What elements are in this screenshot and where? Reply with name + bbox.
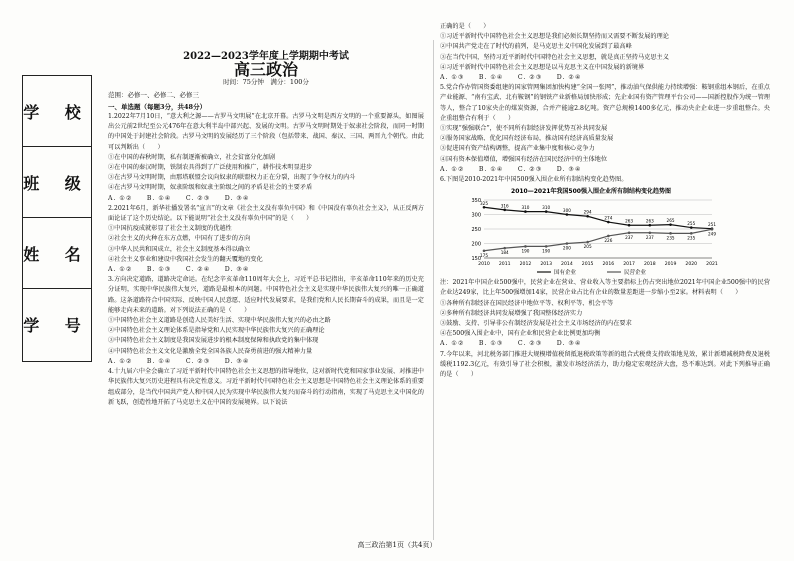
data-label: 263 (625, 218, 634, 224)
x-tick-label: 2016 (602, 262, 615, 268)
q5-answers: A. ①② B. ①④ C. ②③ D. ③④ (440, 165, 582, 173)
data-point (545, 211, 548, 214)
q4-answers: A. ①③ B. ①④ C. ②③ D. ②④ (440, 74, 582, 82)
q4-option: ③在当代中国，坚持习近平新时代中国特色社会主义思想，就是真正坚持马克思主义 (440, 53, 669, 61)
data-label: 300 (562, 208, 571, 214)
data-point (607, 235, 610, 238)
data-point (483, 250, 486, 253)
data-point (586, 215, 589, 218)
data-point (545, 245, 548, 248)
class-label: 班 级 (23, 147, 91, 218)
data-label: 310 (521, 205, 530, 211)
q5-option: ②服务国家战略、优化国有经济布局，推动国有经济高质量发展 (440, 135, 614, 143)
q3-option: ③中国特色社会主义制度是我国发展进步的根本制度保障和执政党的集中体现 (108, 337, 319, 345)
chart-title: 2010—2021年我国500强入围企业所有制结构变化趋势图 (511, 188, 671, 196)
data-label: 274 (604, 215, 613, 221)
x-tick-label: 2020 (685, 262, 698, 268)
x-tick-label: 2013 (540, 262, 553, 268)
y-tick-label: 200 (471, 241, 481, 248)
data-label: 200 (562, 245, 571, 251)
q1-option: ①在中国的春秋时期，私有制逐渐被确立，社会贫富分化加剧 (108, 153, 276, 161)
data-label: 265 (666, 218, 675, 224)
data-point (607, 221, 610, 224)
q2-option: ①中国抗疫成就彰显了社会主义制度的优越性 (108, 225, 232, 233)
q2-answers: A. ①② B. ①③ C. ②④ D. ③④ (108, 266, 250, 274)
data-point (586, 241, 589, 244)
data-label: 237 (645, 235, 654, 241)
question-5: 5.党合作办管国资委组建的国家管网集团加快构建“全国一张网”，推动油气保供能力持续增强：鞍钢重组本钢后，在重点产业能源、“南有宝武、北有鞍钢”的钢铁产业新格局加快形成；先企业国有资产管理平台公司——国新控股作为统一管理等人，整合了10家央企的煤炭资源，合并产能逾2.8亿吨。资产总规模1400多亿元，推动央企企业进一步重组整合。央企重组整合有利于（ ） (440, 84, 770, 122)
data-label: 251 (708, 222, 716, 228)
question-1: 1.2022年7月10日，“意大利之源——古罗马文明展”在北京开幕。古罗马文明是西方文明的一个重要源头，如图展出公元前2世纪至公元476年在意大利半岛中部兴起、发展的文明。古罗马文明时期处于奴隶社会阶段，而同一时期的中国处于封建社会阶段。古罗马文明的发展经历了三个阶段（包括带来、战国、秦汉、三国、两晋九个朝代。由此可以判断出（ ） (108, 113, 424, 151)
data-label: 184 (500, 250, 509, 256)
data-label: 190 (542, 248, 551, 254)
q4-option: ①习近平新时代中国特色社会主义思想是我们必须长期坚持而又需要不断发展的理论 (440, 33, 669, 41)
q4-option: ②中国共产党走在了时代的前列，是马克思主义中国化发展到了最高峰 (440, 43, 632, 51)
q6-option: ②多种所有制经济共同发展增强了我国整体经济实力 (440, 309, 583, 317)
data-label: 263 (645, 218, 654, 224)
q2-option: ②社会主义的火种在东方点燃，中国有了进步的方向 (108, 235, 251, 243)
q4-option: ④习近平新时代中国特色社会主义思想是以马克思主义在中国发展的新境界 (440, 63, 645, 71)
q3-option: ②中国特色社会主义理论体系是指导党和人民实现中华民族伟大复兴的正确理论 (108, 327, 325, 335)
page-footer: 高三政治第1页（共4页） (357, 541, 437, 549)
q5-option: ④国有资本保值增值，增强国有经济在国民经济中的主体地位 (440, 155, 608, 163)
column-divider (433, 40, 434, 540)
q2-option: ③中华人民共和国成立，社会主义制度基本得以确立 (108, 245, 251, 253)
q1-option: ③在古罗马文明时期，由那塔联盟会议向奴隶的联盟权力正在分裂，出现了争夺权力的内斗 (108, 174, 356, 182)
data-point (483, 206, 486, 209)
q1-option: ②在中国的秦汉时期，铁制农具得到了广泛使用和推广，耕作技术明显进步 (108, 164, 313, 172)
data-label: 237 (625, 235, 634, 241)
q6-option: ③鼓励、支持、引导非公有制经济发展是社会主义市场经济的内在要求 (440, 320, 632, 328)
q6-answers: A. ①② B. ①③ C. ②③ D. ③④ (440, 340, 582, 348)
exam-title: 2022—2023学年度上学期期中考试 (183, 51, 349, 62)
question-7: 7.今年以来，河北税务部门推进大规模增值税留抵退税政策等新的组合式税费支持政策地见效，累计新增减税降费及退税缓税1192.3亿元，有效引导了社会积极，激发市场经济活力，助力稳定宏观经济大盘，恐不难达到。对此下列推导正确的是（ ） (440, 350, 770, 379)
y-tick-label: 250 (471, 227, 481, 234)
data-label: 249 (708, 231, 716, 237)
data-point (669, 224, 672, 227)
question-3: 3.方向决定道路，道路决定命运。在纪念辛亥革命110周年大会上，习近平总书记指出，辛亥革命110年来的历史充分证明，实现中华民族伟大复兴，道路是最根本的问题。中国特色社会主义是实现中华民族伟大复兴的唯一正确道路。这条道路符合中国实际、反映中国人民意愿、适应时代发展要求，是我们党和人民长期奋斗的成果，而且是一定能够走向未来的道路。对下列说法正确的是（ ） (108, 276, 424, 314)
student-id-label: 学 号 (23, 316, 91, 335)
data-point (649, 224, 652, 227)
x-tick-label: 2012 (519, 262, 532, 268)
data-label: 175 (480, 253, 488, 258)
q6-option: ④在500强入围企业中，国有企业和民营企业比例更加均衡 (440, 330, 601, 338)
q5-option: ③促进国有资产结构调整，提高产业集中度和核心竞争力 (440, 145, 595, 153)
q6-option: ①各种所有制经济在国民经济中地位平等、权利平等、机会平等 (440, 299, 614, 307)
data-point (566, 213, 569, 216)
q5-option: ①实现“强强联合”，使不同所有制经济发挥优势互补共同发展 (440, 125, 608, 133)
x-tick-label: 2017 (623, 262, 635, 268)
legend-label: 国有企业 (554, 270, 577, 277)
q3-option: ①中国特色社会主义道路是创造人民美好生活、实现中华民族伟大复兴的必由之路 (108, 317, 331, 325)
data-point (503, 247, 506, 250)
q6-note: 注：2021年中国企业500强中，民营企业在营业、营业收入等主要指标上仍占突出地位2021年中国企业500强中的民营企业达249家，比上年500强增加14家，民营企业占比有企业的数量差距进一步缩小至2家。材料表明（ ） (440, 279, 770, 297)
data-point (566, 242, 569, 245)
q1-option: ④在古罗马文明时期，奴隶阶级和奴隶主阶级之间的矛盾是社会的主要矛盾 (108, 184, 313, 192)
exam-meta: 时间：75分钟 满分：100分 (223, 78, 309, 87)
q4-tail: 正确的是（ ） (440, 23, 490, 30)
x-tick-label: 2010 (478, 262, 490, 268)
x-tick-label: 2015 (581, 262, 594, 268)
right-column (440, 22, 770, 380)
q3-option: ④中国特色社会主义文化是激励全党全国各族人民奋勇前进的强大精神力量 (108, 347, 313, 355)
left-column (108, 0, 424, 408)
series-line-state (484, 208, 712, 229)
data-point (649, 232, 652, 235)
series-line-private (484, 230, 712, 251)
data-point (628, 232, 631, 235)
legend-label: 民营企业 (624, 270, 647, 277)
data-label: 226 (604, 238, 613, 244)
q1-answers: A. ①② B. ①④ C. ②③ D. ③④ (108, 194, 250, 202)
subject-title: 高三政治 (233, 60, 298, 80)
data-label: 316 (500, 203, 509, 209)
name-label: 姓 名 (23, 218, 91, 289)
data-label: 190 (521, 248, 530, 254)
chart-svg (462, 186, 720, 278)
y-tick-label: 350 (471, 198, 481, 205)
data-label: 235 (666, 235, 675, 241)
ownership-trend-chart (462, 186, 720, 278)
x-tick-label: 2019 (664, 262, 677, 268)
data-point (669, 232, 672, 235)
data-point (524, 245, 527, 248)
data-label: 310 (542, 205, 551, 211)
data-label: 294 (583, 209, 592, 215)
question-4: 4.十九届六中全会确立了习近平新时代中国特色社会主义思想的指导地位，这对新时代党和国家事业发展、对推进中华民族伟大复兴历史进程具有决定性意义。习近平新时代中国特色社会主义思想是中国特色社会主义理论体系的重要组成部分，是当代中国共产党人和中国人民为实现中华民族伟大复兴而奋斗的行动指南，实现了马克思主义中国化的新飞跃，创造性地开拓了马克思主义在中国的发展境界。以下说法 (108, 368, 424, 406)
data-label: 235 (687, 235, 696, 241)
question-6: 6.下图是2010-2021年中国500强入围企业所有制结构变化趋势图。 (440, 176, 628, 184)
student-info-box (22, 75, 92, 362)
data-point (690, 232, 693, 235)
y-tick-label: 150 (471, 256, 481, 263)
data-point (628, 224, 631, 227)
data-label: 255 (687, 221, 696, 227)
data-point (690, 227, 693, 230)
data-label: 205 (583, 244, 592, 250)
x-tick-label: 2011 (498, 262, 511, 268)
q2-option: ④社会主义事业和建设中我国社会发生的翻天覆地的变化 (108, 255, 263, 263)
question-2: 2.2021年6月，新华社播发署名“宣言”的文章《社会主义没有辜负中国》和《中国没有辜负社会主义》，从正反两方面论证了这个历史结论。以下能说明“社会主义没有辜负中国”的是（ ） (108, 204, 424, 223)
x-tick-label: 2014 (561, 262, 573, 268)
data-point (503, 209, 506, 212)
data-point (524, 211, 527, 214)
section-heading: 一、单选题（每题3分，共48分） (108, 102, 207, 111)
q3-answers: A. ①② B. ①④ C. ②③ D. ③④ (108, 357, 250, 365)
data-point (711, 228, 714, 231)
x-tick-label: 2018 (643, 262, 656, 268)
school-label: 学 校 (23, 76, 91, 147)
exam-scope: 范围：必修一、必修二、必修三 (108, 90, 199, 99)
x-tick-label: 2021 (706, 262, 718, 268)
y-tick-label: 300 (471, 212, 481, 219)
data-label: 325 (480, 201, 488, 206)
